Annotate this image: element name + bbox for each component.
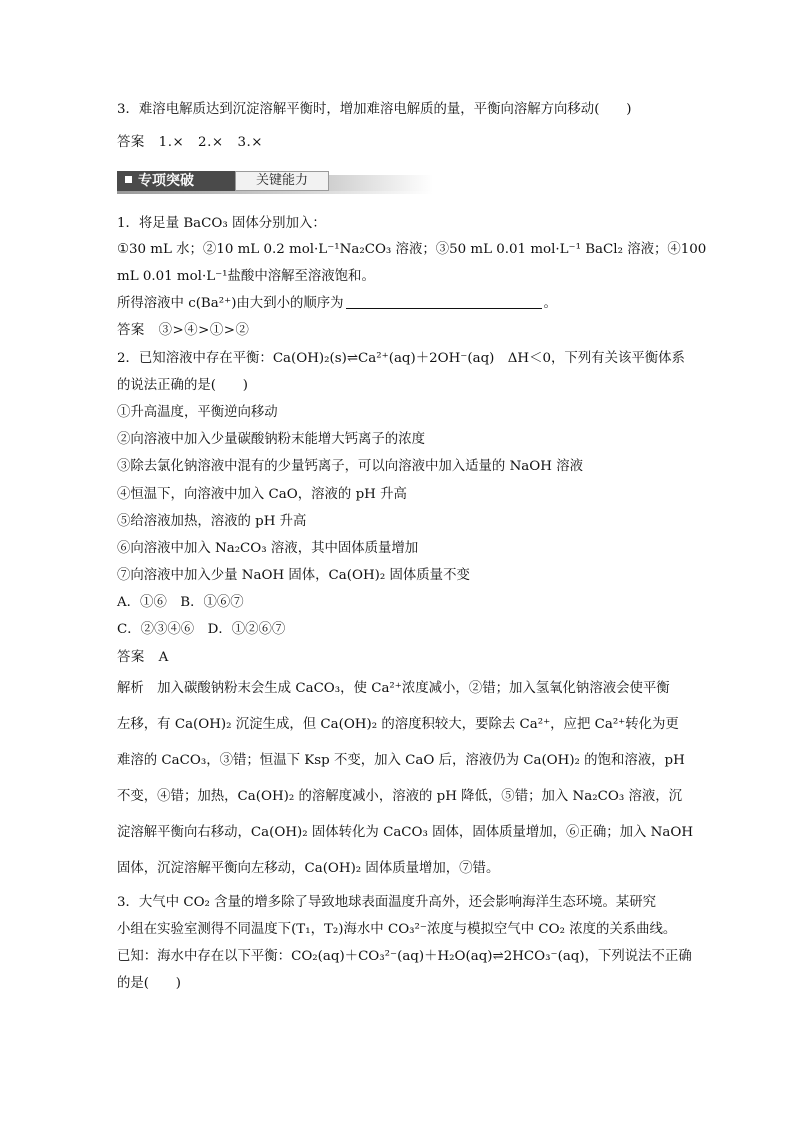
q2-item: ⑦向溶液中加入少量 NaOH 固体，Ca(OH)₂ 固体质量不变: [117, 568, 470, 583]
square-icon: [125, 176, 132, 183]
q2-stem-line2: 的说法正确的是( ): [117, 378, 248, 393]
section-banner: [117, 171, 433, 193]
q1-options-line2: mL 0.01 mol·L⁻¹盐酸中溶解至溶液饱和。: [117, 269, 375, 284]
q1-ask: 所得溶液中 c(Ba²⁺)由大到小的顺序为 。: [117, 296, 557, 311]
q2-choices-line2: C．②③④⑥ D．①②⑥⑦: [117, 622, 286, 637]
q2-item: ①升高温度，平衡逆向移动: [117, 405, 278, 420]
q2-explanation-line: 淀溶解平衡向右移动，Ca(OH)₂ 固体转化为 CaCO₃ 固体，固体质量增加，⑥正确；加入 NaOH: [117, 825, 694, 840]
q2-item: ⑤给溶液加热，溶液的 pH 升高: [117, 514, 307, 529]
q2-explanation-line: 固体，沉淀溶解平衡向左移动，Ca(OH)₂ 固体质量增加，⑦错。: [117, 861, 500, 876]
q2-choices-line1: A．①⑥ B．①⑥⑦: [117, 595, 244, 610]
q2-explanation-line: 不变，④错；加热，Ca(OH)₂ 的溶解度减小，溶液的 pH 降低，⑤错；加入 Na₂CO₃ 溶液，沉: [117, 789, 682, 804]
previous-question-3: 3．难溶电解质达到沉淀溶解平衡时，增加难溶电解质的量，平衡向溶解方向移动( ): [117, 102, 632, 117]
answer-blank: [346, 295, 542, 309]
q3-line: 小组在实验室测得不同温度下(T₁，T₂)海水中 CO₃²⁻浓度与模拟空气中 CO₂ 浓度的关系曲线。: [117, 922, 677, 937]
q2-explanation-line: 左移，有 Ca(OH)₂ 沉淀生成，但 Ca(OH)₂ 的溶度积较大，要除去 Ca²⁺，应把 Ca²⁺转化为更: [117, 717, 679, 732]
q2-item: ④恒温下，向溶液中加入 CaO，溶液的 pH 升高: [117, 487, 407, 502]
q3-line: 的是( ): [117, 976, 182, 991]
q2-stem-line1: 2．已知溶液中存在平衡：Ca(OH)₂(s)⇌Ca²⁺(aq)＋2OH⁻(aq) ΔH＜0，下列有关该平衡体系: [117, 351, 685, 366]
banner-light-tab: 关键能力: [235, 171, 329, 191]
banner-dark-tab: 专项突破: [117, 171, 235, 191]
previous-answer: 答案 1.× 2.× 3.×: [117, 135, 263, 150]
q1-stem: 1．将足量 BaCO₃ 固体分别加入：: [117, 216, 326, 231]
q2-answer: 答案 A: [117, 650, 169, 665]
q1-options-line1: ①30 mL 水；②10 mL 0.2 mol·L⁻¹Na₂CO₃ 溶液；③50 mL 0.01 mol·L⁻¹ BaCl₂ 溶液；④100: [117, 242, 707, 257]
q2-explanation-line: 难溶的 CaCO₃，③错；恒温下 Ksp 不变，加入 CaO 后，溶液仍为 Ca(OH)₂ 的饱和溶液，pH: [117, 753, 685, 768]
q3-line: 已知：海水中存在以下平衡：CO₂(aq)＋CO₃²⁻(aq)＋H₂O(aq)⇌2HCO₃⁻(aq)，下列说法不正确: [117, 949, 692, 964]
q3-line: 3．大气中 CO₂ 含量的增多除了导致地球表面温度升高外，还会影响海洋生态环境。某研究: [117, 895, 657, 910]
q2-explanation-line: 解析 加入碳酸钠粉末会生成 CaCO₃，使 Ca²⁺浓度减小，②错；加入氢氧化钠溶液会使平衡: [117, 681, 670, 696]
banner-fade: [329, 175, 433, 191]
q2-item: ③除去氯化钠溶液中混有的少量钙离子，可以向溶液中加入适量的 NaOH 溶液: [117, 459, 583, 474]
q1-answer: 答案 ③>④>①>②: [117, 323, 250, 338]
banner-underline: [117, 191, 433, 194]
q2-item: ⑥向溶液中加入 Na₂CO₃ 溶液，其中固体质量增加: [117, 541, 419, 556]
q2-item: ②向溶液中加入少量碳酸钠粉末能增大钙离子的浓度: [117, 432, 425, 447]
